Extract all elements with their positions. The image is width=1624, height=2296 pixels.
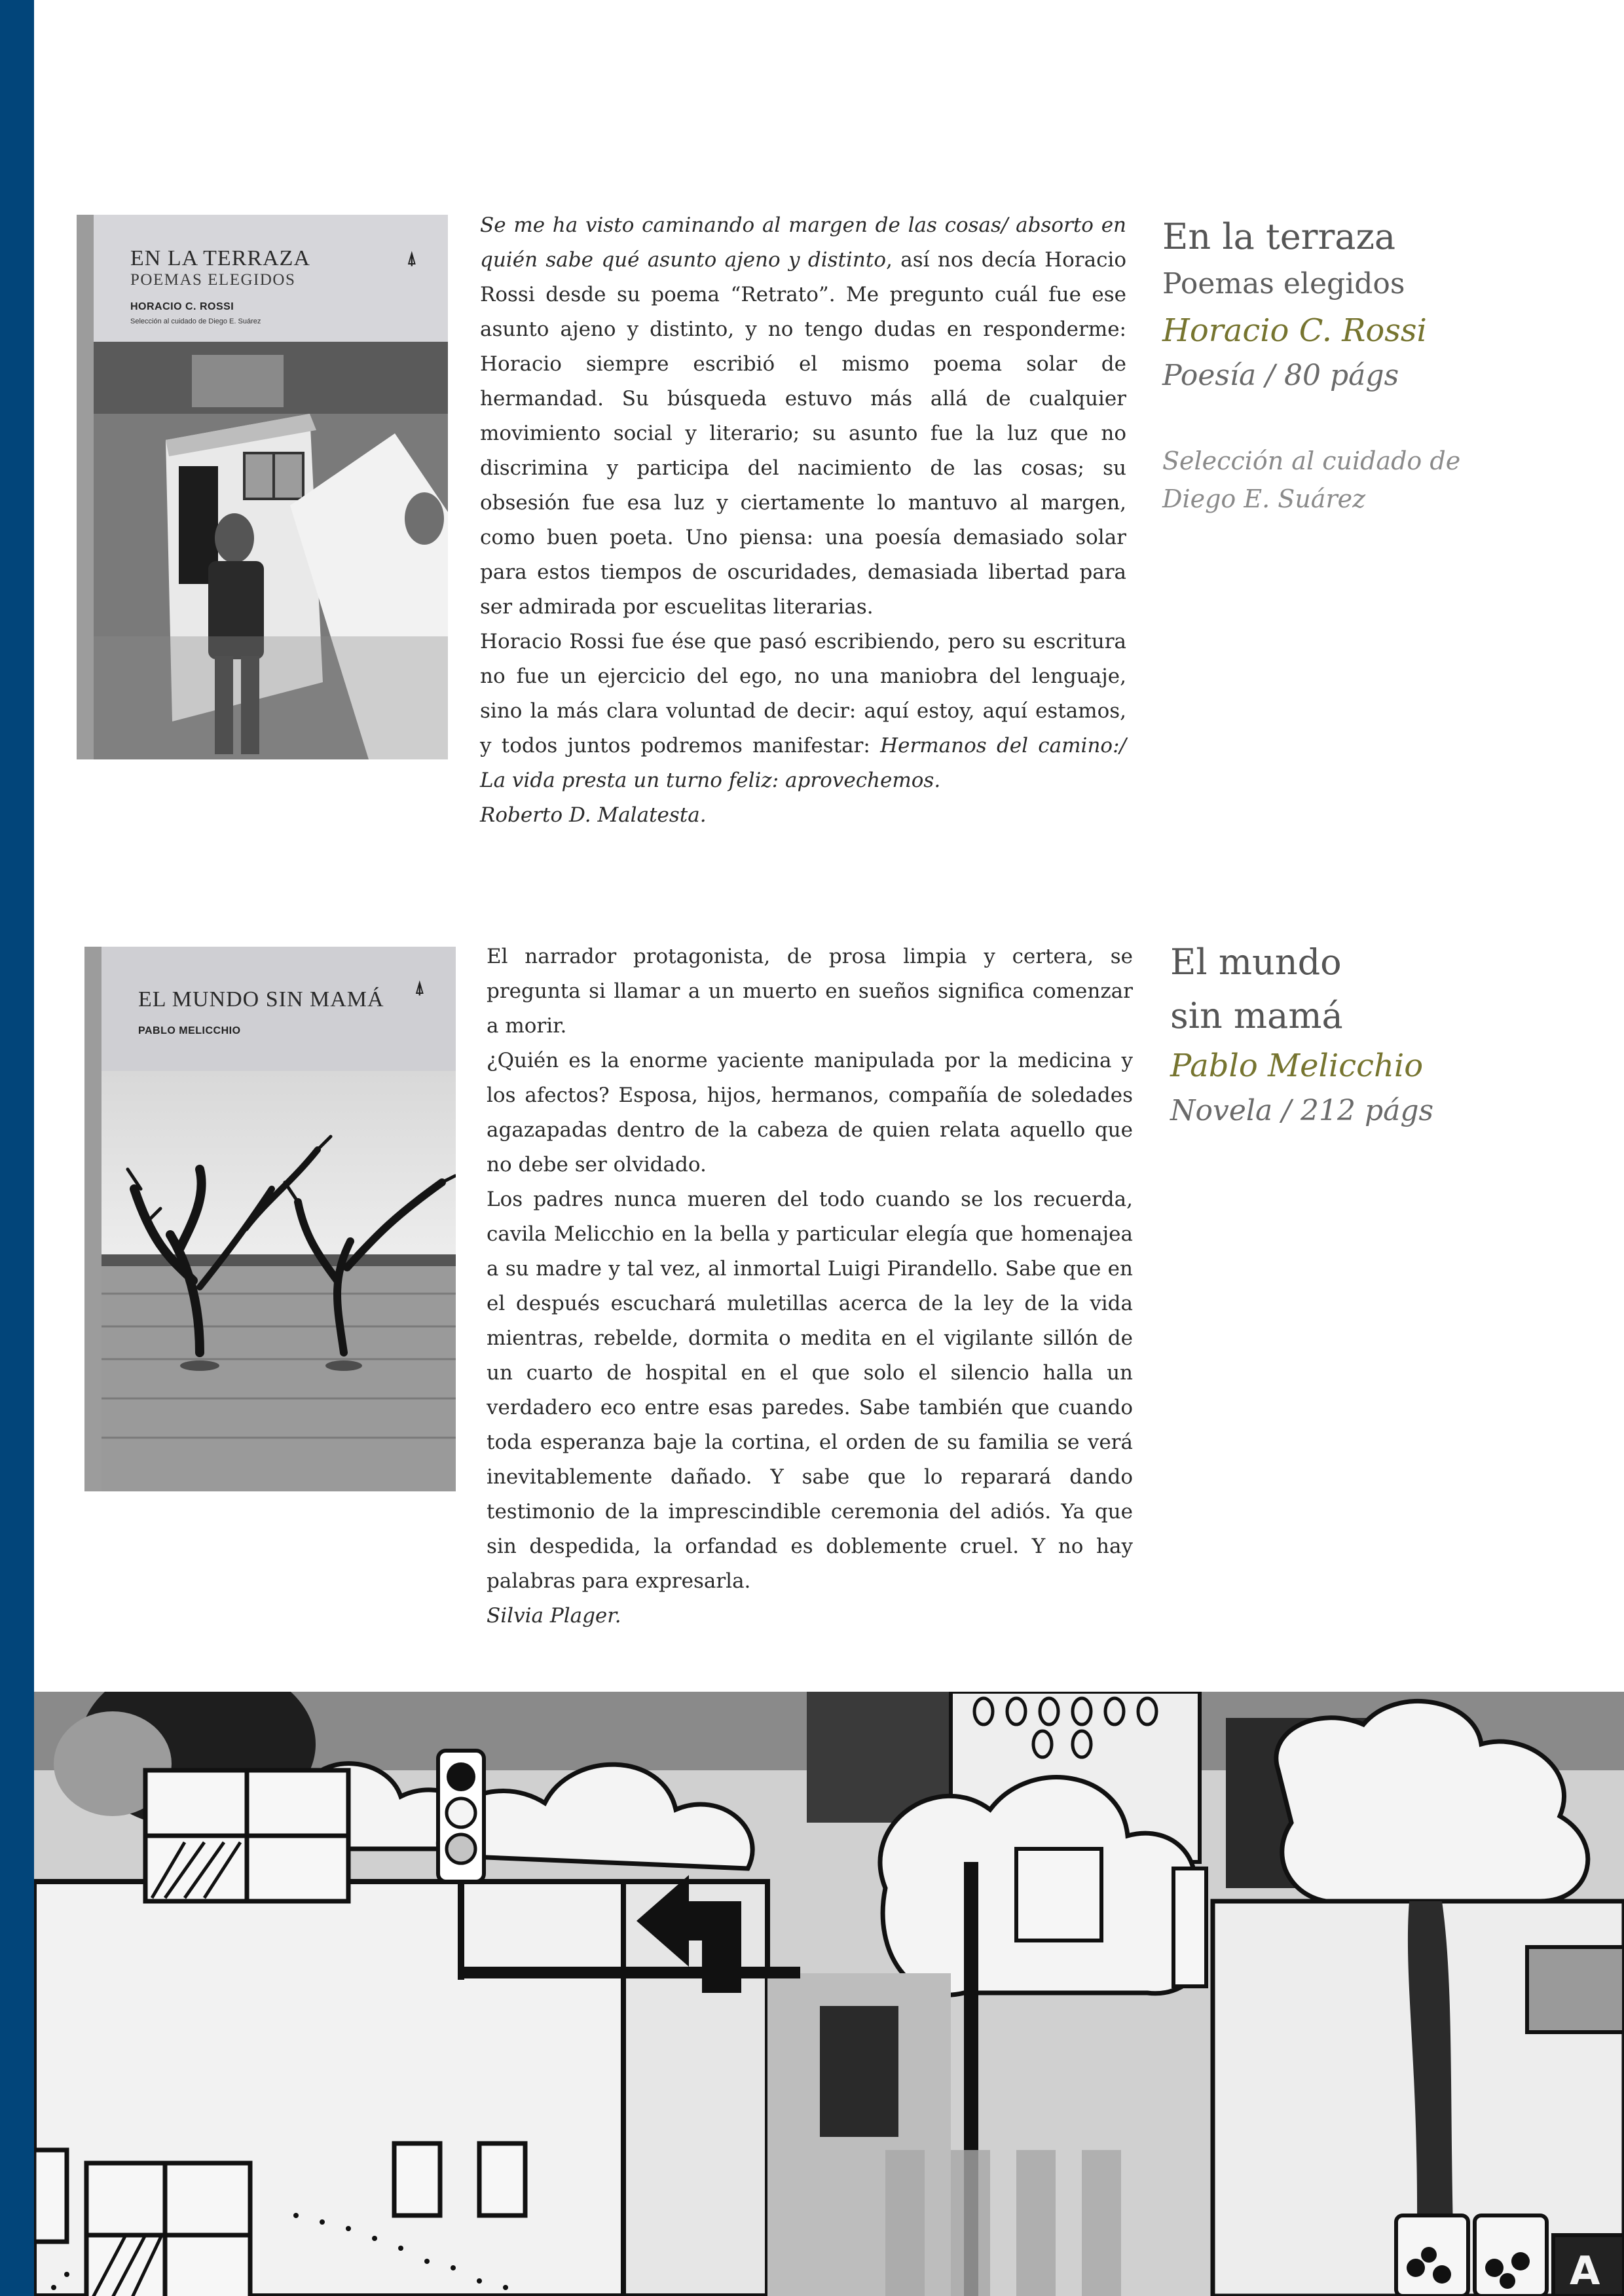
- book2-review: [487, 939, 1133, 1633]
- book-author: Pablo Melicchio: [1170, 1048, 1424, 1084]
- cover-author: PABLO MELICCHIO: [138, 1025, 241, 1036]
- sidebar-color-bar: [0, 0, 34, 2296]
- cover-title: EN LA TERRAZA: [130, 246, 310, 270]
- book-genre-pages: Novela / 212 págs: [1170, 1094, 1434, 1127]
- review-paragraph: [480, 208, 1126, 625]
- book-genre-pages: Poesía / 80 págs: [1162, 359, 1399, 392]
- book-title-line: sin mamá: [1170, 995, 1343, 1036]
- book-cover-en-la-terraza: [77, 215, 448, 759]
- awning-letter: A: [1570, 2248, 1600, 2294]
- book-subtitle: Poemas elegidos: [1162, 267, 1405, 301]
- review-paragraph: Los padres nunca mueren del todo cuando se los recuerda, cavila Melicchio en la bella y particular elegía que homenajea a su madre y tal vez, al inmortal Luigi Pirandello. Sabe que en el después escuchará muletillas acerca de la ley de la vida mientras, rebelde, dormita o medita en el vigilante sillón de un cuarto de hospital en el que solo el silencio halla un verdadero eco entre esas paredes. Sabe también que cuando toda esperanza baje la cortina, el orden de su familia se verá inevitablemente dañado. Y sabe que lo reparará dando testimonio de la imprescindible ceremonia del adiós. Ya que sin despedida, la orfandad es doblemente cruel. Y no hay palabras para expresarla.: [487, 1188, 1133, 1593]
- book-credit-line: Selección al cuidado de: [1162, 446, 1461, 475]
- cover-title: EL MUNDO SIN MAMÁ: [138, 987, 384, 1011]
- book-credit-line: Diego E. Suárez: [1162, 484, 1366, 513]
- cover-credit: Selección al cuidado de Diego E. Suárez: [130, 318, 261, 325]
- cover-author: HORACIO C. ROSSI: [130, 301, 234, 312]
- review-paragraph: El narrador protagonista, de prosa limpia y certera, se pregunta si llamar a un muerto en sueños significa comenzar a morir.: [487, 945, 1133, 1038]
- review-paragraph: ¿Quién es la enorme yaciente manipulada por la medicina y los afectos? Esposa, hijos, hermanos, compañía de soledades agazapadas dentro de la cabeza de quien relata aquello que no debe ser olvidado.: [487, 1049, 1133, 1176]
- quote-italic: Se me ha visto caminando al margen de las cosas/ absorto en quién sabe qué asunto ajeno y distinto: [480, 213, 1126, 272]
- quote-italic: Hermanos del camino:/ La vida presta un turno feliz: aprovechemos.: [480, 734, 1126, 792]
- book-title-line: El mundo: [1170, 941, 1342, 983]
- cover-photo-poet: [94, 342, 448, 759]
- review-paragraph: [480, 625, 1126, 798]
- review-text: Horacio Rossi fue ése que pasó escribiendo, pero su escritura no fue un ejercicio del ego, no una maniobra del lenguaje, sino la más clara voluntad de decir: aquí estoy, aquí estamos, y todos juntos podremos manifestar:: [480, 630, 1126, 757]
- cover-photo-tree-in-water: [101, 1071, 456, 1491]
- review-signature: Silvia Plager.: [487, 1604, 621, 1628]
- review-text: , así nos decía Horacio Rossi desde su poema “Retrato”. Me pregunto cuál fue ese asunto ajeno y distinto, y no tengo dudas en responderme: Horacio siempre escribió el mismo poema solar de hermandad. Su búsqueda estuvo más allá de cualquier movimiento social y literario; su asunto fue la luz que no discrimina y participa del nacimiento de las cosas; su obsesión fue esa luz y ciertamente lo mantuvo al margen, como buen poeta. Uno piensa: una poesía demasiado solar para estos tiempos de oscuridades, demasiada libertad para ser admirada por escuelitas literarias.: [480, 248, 1127, 619]
- book2-info: [1170, 935, 1589, 1133]
- book-title: En la terraza: [1162, 216, 1396, 257]
- street-illustration: [34, 1692, 1624, 2296]
- book1-info: [1162, 213, 1581, 518]
- book1-review: [480, 208, 1126, 833]
- book-author: Horacio C. Rossi: [1162, 312, 1427, 349]
- book-cover-el-mundo-sin-mama: [84, 947, 456, 1491]
- review-signature: Roberto D. Malatesta.: [480, 803, 707, 827]
- publisher-logo-icon: ⍋: [407, 249, 417, 268]
- publisher-logo-icon: ⍋: [415, 978, 425, 998]
- cover-subtitle: POEMAS ELEGIDOS: [130, 271, 296, 289]
